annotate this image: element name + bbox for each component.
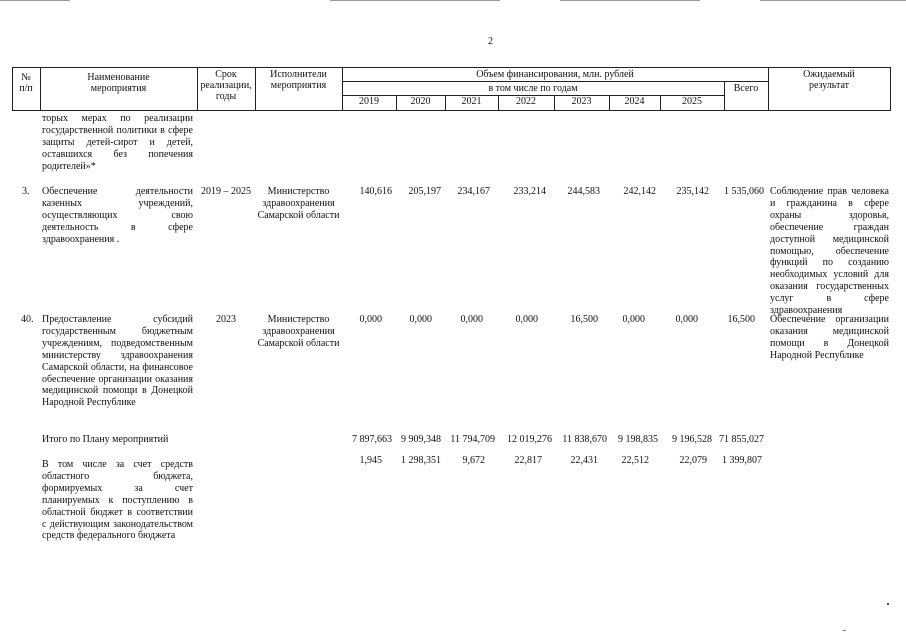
row-total: 1 535,060 bbox=[724, 186, 764, 197]
header-executors: Исполнители мероприятия bbox=[270, 69, 327, 91]
totals-label: Итого по Плану мероприятий bbox=[42, 434, 169, 445]
row-name: Обеспечение деятельности казенных учреждений, осуществляющих свою деятельность в сфере здравоохранения . bbox=[42, 186, 193, 245]
header-total: Всего bbox=[733, 83, 759, 94]
row-result: Обеспечение организации оказания медицинской помощи в Донецкой Народной Республике bbox=[770, 314, 889, 361]
regional-value: 22,431 bbox=[570, 455, 598, 466]
row-value: 140,616 bbox=[359, 186, 392, 197]
totals-value: 9 198,835 bbox=[618, 434, 658, 445]
scan-artifact-top bbox=[0, 0, 70, 1]
regional-total: 1 399,807 bbox=[722, 455, 762, 466]
row-value: 0,000 bbox=[515, 314, 538, 325]
continuation-text: торых мерах по реализации государственной политики в сфере защиты детей-сирот и детей, оставшихся без попечения родителей»* bbox=[42, 113, 193, 172]
header-result: Ожидаемый результат bbox=[803, 69, 855, 91]
row-term: 2019 – 2025 bbox=[201, 186, 251, 197]
regional-value: 9,672 bbox=[462, 455, 485, 466]
header-num: № п/п bbox=[19, 72, 33, 94]
header-term: Срок реализации, годы bbox=[200, 69, 252, 102]
scan-artifact-top bbox=[760, 0, 906, 1]
row-number: 3. bbox=[22, 186, 30, 197]
year-header: 2020 bbox=[410, 96, 431, 107]
row-value: 0,000 bbox=[359, 314, 382, 325]
totals-total: 71 855,027 bbox=[719, 434, 764, 445]
scan-speck bbox=[843, 630, 846, 631]
row-value: 0,000 bbox=[409, 314, 432, 325]
row-value: 244,583 bbox=[567, 186, 600, 197]
header-funding: Объем финансирования, млн. рублей bbox=[476, 69, 634, 80]
totals-value: 9 196,528 bbox=[672, 434, 712, 445]
header-by-years: в том числе по годам bbox=[488, 83, 578, 94]
row-value: 242,142 bbox=[623, 186, 656, 197]
scan-artifact-top bbox=[330, 0, 500, 1]
year-header: 2019 bbox=[359, 96, 379, 107]
row-value: 0,000 bbox=[622, 314, 645, 325]
row-executor: Министерство здравоохранения Самарской области bbox=[257, 186, 340, 221]
row-term: 2023 bbox=[216, 314, 236, 325]
year-header: 2023 bbox=[571, 96, 592, 107]
row-value: 205,197 bbox=[408, 186, 441, 197]
row-total: 16,500 bbox=[727, 314, 755, 325]
year-header: 2024 bbox=[624, 96, 645, 107]
header-name: Наименование мероприятия bbox=[87, 72, 150, 94]
row-name: Предоставление субсидий государственным бюджетным учреждениям, подведомственным министерству здравоохранения Самарской области, на финансовое обеспечение организации оказания медицинской помощи в Донецкой Народной Республике bbox=[42, 314, 193, 409]
scan-artifact-top bbox=[560, 0, 700, 1]
row-value: 0,000 bbox=[675, 314, 698, 325]
page-number: 2 bbox=[488, 36, 493, 47]
totals-value: 11 794,709 bbox=[450, 434, 495, 445]
row-value: 233,214 bbox=[513, 186, 546, 197]
regional-value: 22,512 bbox=[621, 455, 649, 466]
totals-value: 9 909,348 bbox=[401, 434, 441, 445]
totals-value: 7 897,663 bbox=[352, 434, 392, 445]
regional-value: 1,945 bbox=[359, 455, 382, 466]
totals-value: 11 838,670 bbox=[562, 434, 607, 445]
regional-label: В том числе за счет средств областного бюджета, формируемых за счет планируемых к поступлению в областной бюджет в соответствии с действующим законодательством средств федерального бюджета bbox=[42, 459, 193, 542]
year-header: 2025 bbox=[682, 96, 702, 107]
year-header: 2021 bbox=[461, 96, 482, 107]
regional-value: 22,817 bbox=[514, 455, 542, 466]
year-header: 2022 bbox=[516, 96, 536, 107]
row-value: 235,142 bbox=[676, 186, 709, 197]
row-value: 16,500 bbox=[570, 314, 598, 325]
row-result: Соблюдение прав человека и гражданина в сфере охраны здоровья, обеспечение граждан доступной медицинской помощью, обеспечение функций по созданию необходимых условий для оказания государственных услуг в сфере здравоохранения bbox=[770, 186, 889, 317]
totals-value: 12 019,276 bbox=[507, 434, 552, 445]
scan-speck bbox=[887, 603, 889, 605]
row-value: 234,167 bbox=[457, 186, 490, 197]
row-executor: Министерство здравоохранения Самарской области bbox=[257, 314, 340, 349]
row-value: 0,000 bbox=[460, 314, 483, 325]
regional-value: 22,079 bbox=[679, 455, 707, 466]
regional-value: 1 298,351 bbox=[401, 455, 441, 466]
row-number: 40. bbox=[21, 314, 34, 325]
